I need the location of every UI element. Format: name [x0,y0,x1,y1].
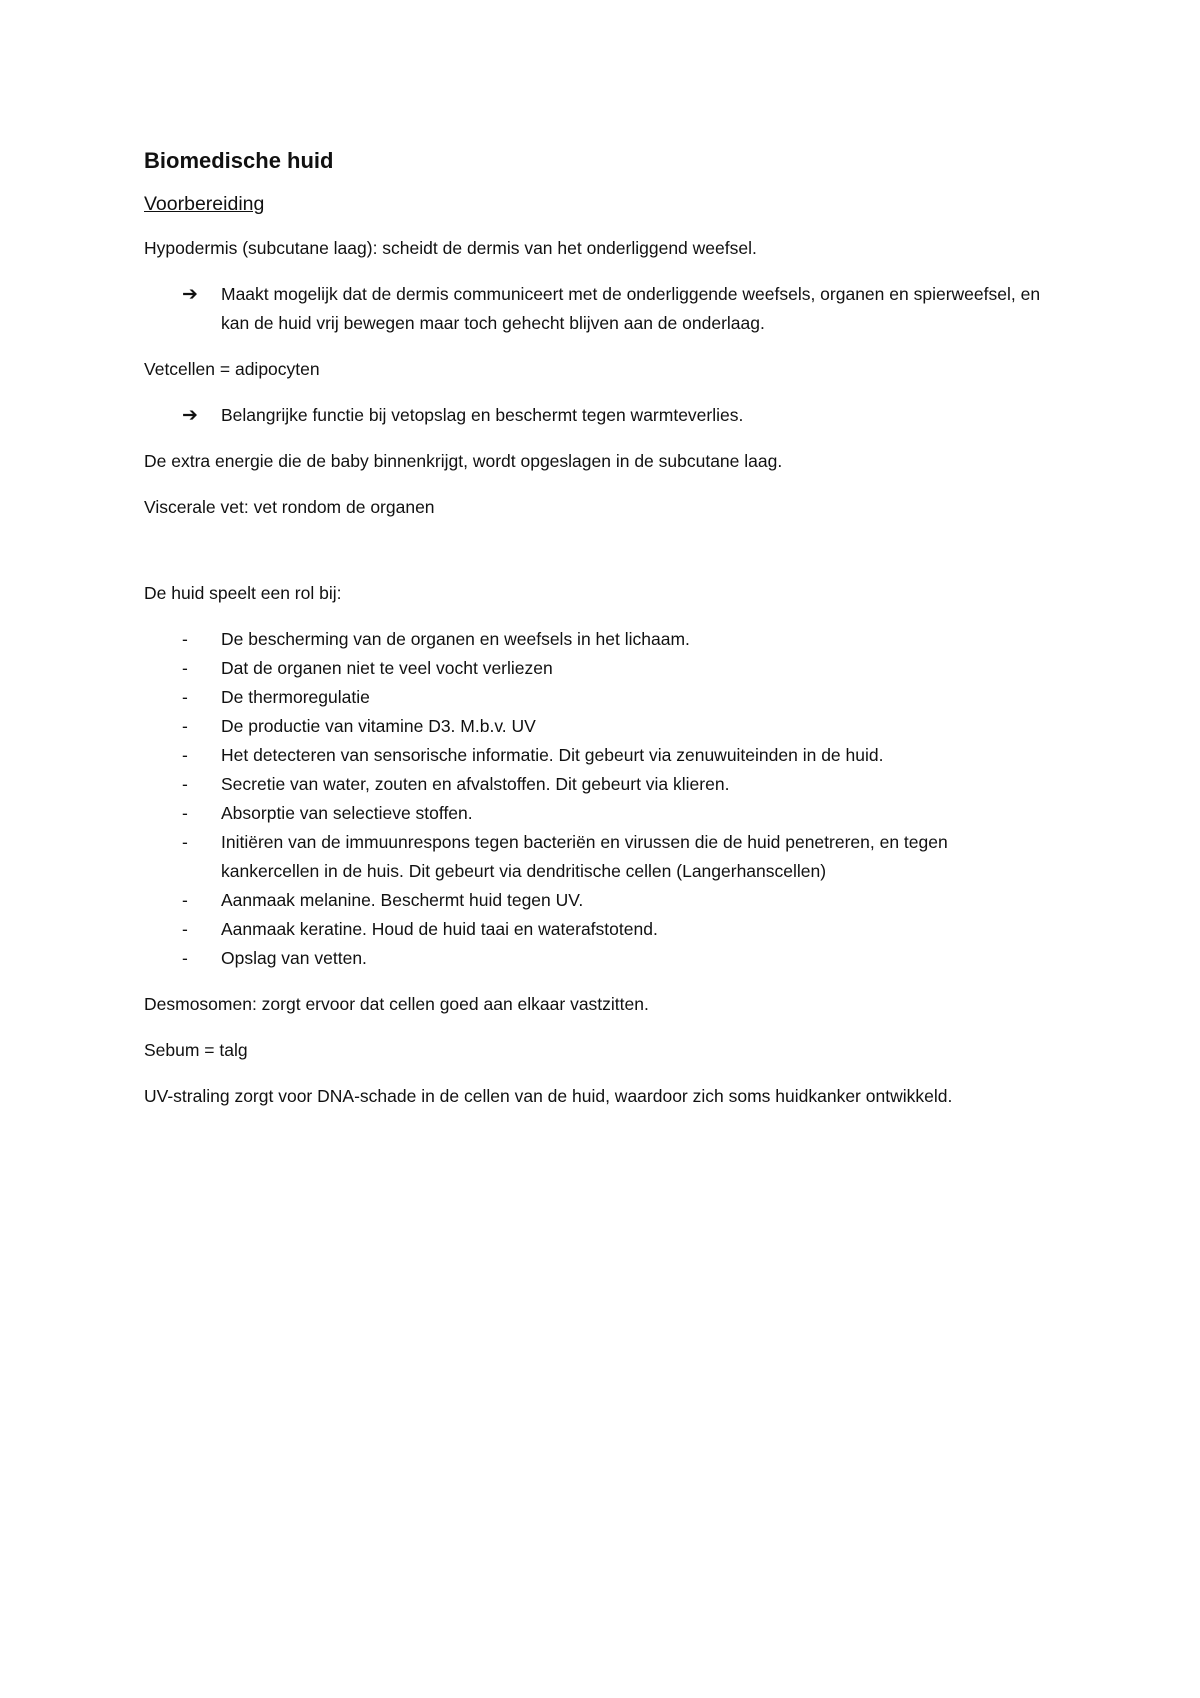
sebum-paragraph: Sebum = talg [144,1040,248,1060]
list-item-text: De thermoregulatie [221,687,370,707]
dash-bullet-icon: - [182,948,188,968]
list-item [144,828,1044,886]
roles-list [144,625,1044,973]
hypodermis-paragraph: Hypodermis (subcutane laag): scheidt de dermis van het onderliggend weefsel. [144,238,757,258]
dash-bullet-icon: - [182,745,188,765]
list-item [144,683,1044,712]
dash-bullet-icon: - [182,890,188,910]
arrow-item-text: Maakt mogelijk dat de dermis communiceert met de onderliggende weefsels, organen en spierweefsel, en kan de huid vrij bewegen maar toch gehecht blijven aan de onderlaag. [221,284,1041,333]
uv-paragraph: UV-straling zorgt voor DNA-schade in de cellen van de huid, waardoor zich soms huidkanker ontwikkeld. [144,1086,953,1106]
arrow-item-text: Belangrijke functie bij vetopslag en beschermt tegen warmteverlies. [221,405,744,425]
dash-bullet-icon: - [182,919,188,939]
list-item-text: Het detecteren van sensorische informatie. Dit gebeurt via zenuwuiteinden in de huid. [221,745,884,765]
role-intro-paragraph: De huid speelt een rol bij: [144,583,342,603]
hypodermis-arrow-item [144,280,1044,338]
dash-bullet-icon: - [182,774,188,794]
document-body [144,146,1044,1128]
list-item-text: Opslag van vetten. [221,948,367,968]
list-item-text: De productie van vitamine D3. M.b.v. UV [221,716,536,736]
vetcellen-paragraph: Vetcellen = adipocyten [144,359,320,379]
list-item [144,741,1044,770]
list-item-text: Secretie van water, zouten en afvalstoffen. Dit gebeurt via klieren. [221,774,730,794]
page-title: Biomedische huid [144,148,334,173]
dash-bullet-icon: - [182,832,188,852]
list-item [144,712,1044,741]
section-heading: Voorbereiding [144,193,265,215]
list-item [144,625,1044,654]
list-item-text: Absorptie van selectieve stoffen. [221,803,473,823]
list-item-text: Initiëren van de immuunrespons tegen bacteriën en virussen die de huid penetreren, en tegen kankercellen in de huis. Dit gebeurt via dendritische cellen (Langerhanscellen) [221,832,948,881]
visceral-paragraph: Viscerale vet: vet rondom de organen [144,497,435,517]
dash-bullet-icon: - [182,803,188,823]
baby-paragraph: De extra energie die de baby binnenkrijgt, wordt opgeslagen in de subcutane laag. [144,451,783,471]
list-item [144,944,1044,973]
list-item [144,799,1044,828]
list-item-text: De bescherming van de organen en weefsels in het lichaam. [221,629,690,649]
dash-bullet-icon: - [182,687,188,707]
list-item [144,654,1044,683]
list-item-text: Dat de organen niet te veel vocht verliezen [221,658,553,678]
desmosomen-paragraph: Desmosomen: zorgt ervoor dat cellen goed aan elkaar vastzitten. [144,994,649,1014]
right-arrow-icon: ➔ [182,405,198,426]
right-arrow-icon: ➔ [182,284,198,305]
vetcellen-arrow-item [144,401,1044,430]
dash-bullet-icon: - [182,716,188,736]
list-item-text: Aanmaak keratine. Houd de huid taai en waterafstotend. [221,919,658,939]
empty-line [144,539,1044,579]
list-item [144,886,1044,915]
dash-bullet-icon: - [182,629,188,649]
list-item-text: Aanmaak melanine. Beschermt huid tegen UV. [221,890,584,910]
list-item [144,915,1044,944]
dash-bullet-icon: - [182,658,188,678]
list-item [144,770,1044,799]
